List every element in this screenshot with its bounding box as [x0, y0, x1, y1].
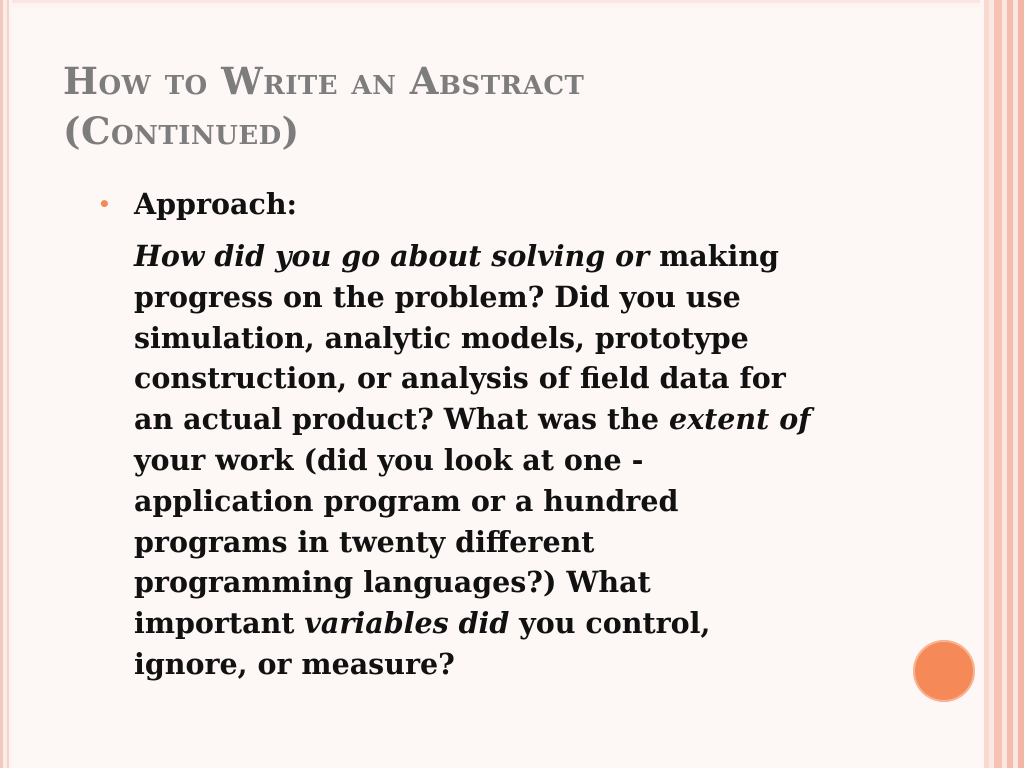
left-frame-border — [0, 0, 12, 768]
body-text-segment: important — [134, 606, 305, 641]
bullet-dot-icon: • — [98, 192, 111, 216]
body-text-segment: programming languages?) What — [134, 565, 651, 600]
bullet-label: Approach: — [134, 187, 298, 221]
title-line-2: (Continued) — [63, 109, 300, 153]
body-text-segment: simulation, analytic models, prototype — [134, 320, 749, 355]
body-text-segment: ignore, or measure? — [134, 646, 455, 681]
body-text-line — [134, 603, 894, 644]
emphasized-text: variables did — [304, 606, 510, 641]
bullet-body-text — [134, 236, 894, 685]
body-text-line — [134, 318, 894, 359]
body-text-segment: making — [649, 239, 779, 273]
body-text-line — [134, 236, 894, 277]
body-text-segment: you control, — [509, 606, 711, 641]
body-text-line — [134, 562, 894, 603]
body-text-segment: an actual product? What was the — [134, 402, 669, 437]
body-text-line — [134, 440, 894, 481]
body-text-line — [134, 522, 894, 563]
emphasized-text: extent of — [668, 402, 811, 437]
body-text-segment: your work (did you look at one - — [134, 442, 644, 477]
decorative-orange-circle — [913, 640, 975, 702]
body-text-line — [134, 481, 894, 522]
title-line-1: How to Write an Abstract — [63, 59, 585, 103]
body-text-segment: application program or a hundred — [134, 483, 679, 518]
body-text-segment: programs in twenty different — [134, 524, 595, 559]
emphasized-text: How did you go about solving or — [134, 239, 650, 273]
slide-title — [63, 56, 923, 156]
body-text-line — [134, 399, 894, 440]
body-text-segment: progress on the problem? Did you use — [134, 279, 741, 314]
body-text-line — [134, 358, 894, 399]
body-text-line — [134, 644, 894, 685]
body-text-segment: construction, or analysis of field data for — [134, 361, 786, 396]
right-decorative-stripes — [980, 0, 1024, 768]
top-frame-border — [0, 0, 1024, 8]
body-text-line — [134, 277, 894, 318]
